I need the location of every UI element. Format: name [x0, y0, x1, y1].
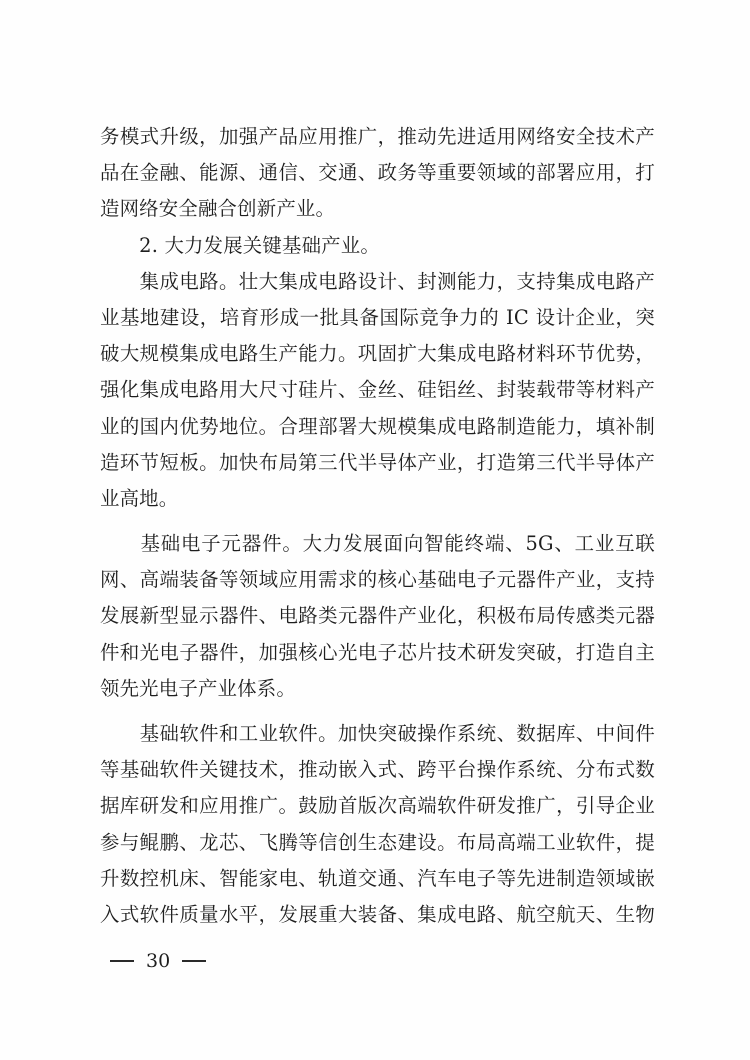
- text-line: 发展新型显示器件、电路类元器件产业化，积极布局传感类元器: [100, 604, 655, 628]
- paragraph-gap: [100, 517, 655, 526]
- page-number: [110, 946, 206, 976]
- text-line: 强化集成电路用大尺寸硅片、金丝、硅铝丝、封装载带等材料产: [100, 378, 655, 402]
- text-line: 务模式升级，加强产品应用推广，推动先进适用网络安全技术产: [100, 125, 655, 148]
- text-line: 件和光电子器件，加强核心光电子芯片技术研发突破，打造自主: [100, 640, 655, 664]
- text-line: 业的国内优势地位。合理部署大规模集成电路制造能力，填补制: [100, 414, 655, 438]
- text-line: 基础软件和工业软件。加快突破操作系统、数据库、中间件: [100, 722, 655, 745]
- text-line: 品在金融、能源、通信、交通、政务等重要领域的部署应用，打: [100, 161, 655, 185]
- text-line: 等基础软件关键技术，推动嵌入式、跨平台操作系统、分布式数: [100, 758, 655, 782]
- body-text: [100, 119, 655, 933]
- text-line: 升数控机床、智能家电、轨道交通、汽车电子等先进制造领域嵌: [100, 866, 655, 890]
- text-line: 入式软件质量水平，发展重大装备、集成电路、航空航天、生物: [100, 902, 655, 926]
- text-line: 据库研发和应用推广。鼓励首版次高端软件研发推广，引导企业: [100, 794, 655, 818]
- text-line: 基础电子元器件。大力发展面向智能终端、5G、工业互联: [100, 532, 655, 556]
- page-number-dash-left: [110, 960, 134, 962]
- text-line: 参与鲲鹏、龙芯、飞腾等信创生态建设。布局高端工业软件，提: [100, 830, 655, 854]
- paragraph-gap: [100, 707, 655, 716]
- text-line: 领先光电子产业体系。: [100, 676, 296, 700]
- text-line: 破大规模集成电路生产能力。巩固扩大集成电路材料环节优势，: [100, 342, 655, 366]
- text-line: 集成电路。壮大集成电路设计、封测能力，支持集成电路产: [100, 269, 655, 293]
- text-line: 造环节短板。加快布局第三代半导体产业，打造第三代半导体产: [100, 450, 655, 474]
- text-line: 业基地建设，培育形成一批具备国际竞争力的 IC 设计企业，突: [100, 305, 655, 329]
- page-number-dash-right: [182, 960, 206, 962]
- text-line: 造网络安全融合创新产业。: [100, 197, 336, 221]
- section-heading: 2. 大力发展关键基础产业。: [100, 233, 380, 257]
- page-number-value: 30: [146, 950, 171, 972]
- text-line: 网、高端装备等领域应用需求的核心基础电子元器件产业，支持: [100, 568, 655, 592]
- text-line: 业高地。: [100, 486, 179, 510]
